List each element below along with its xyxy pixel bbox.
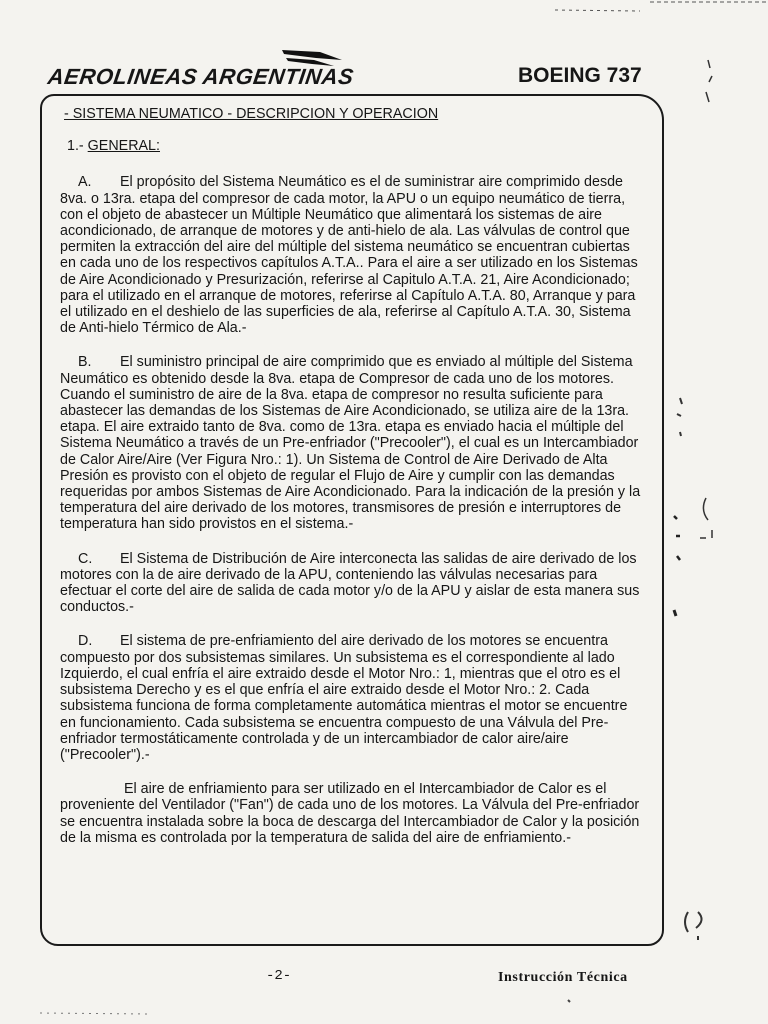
paragraph-text: El Sistema de Distribución de Aire interconecta las salidas de aire derivado de los motores con la de aire derivado de la APU, conteniendo las válvulas necesarias para efectuar el corte del aire de salida de cada motor y/o de la APU y aislar de esta manera sus conductos.- — [60, 550, 640, 616]
paragraph-letter: B. — [78, 354, 92, 371]
page-header — [0, 0, 768, 95]
paragraph-text: El aire de enfriamiento para ser utilizado en el Intercambiador de Calor es el proveniente del Ventilador ("Fan") de cada uno de los motores. La Válvula del Pre-enfriador se encuentra instalada sobre la boca de descarga del Intercambiador de Calor y la posición de la misma es controlada por la temperatura de salida del aire de enfriamiento.- — [60, 781, 640, 846]
paragraph-letter: D. — [78, 633, 93, 650]
section-title: - SISTEMA NEUMATICO - DESCRIPCION Y OPERACION — [64, 106, 439, 122]
airline-name: AEROLINEAS ARGENTINAS — [46, 64, 356, 89]
subsection-number: 1.- — [67, 138, 84, 155]
paragraph-text: El propósito del Sistema Neumático es el de suministrar aire comprimido desde 8va. o 13ra. etapa del compresor de cada motor, la APU o un equipo neumático de tierra, con el objeto de abastecer un Múltiple Neumático que alimentará los sistemas de aire acondicionado, de arranque de motores y de anti-hielo de ala. Las válvulas de control que permiten la extracción del aire del múltiple del sistema neumático se encuentran cubiertas en cada uno de los respectivos capítulos A.T.A.. Para el aire a ser utilizado en los Sistemas de Aire Acondicionado y Presurización, referirse al Capitulo A.T.A. 21, Aire Acondicionado; para el utilizado en el arranque de motores, referirse al Capítulo A.T.A. 80, Arranque y para el utilizado en el deshielo de las superficies de ala, referirse al Capítulo A.T.A. 30, Sistema de Anti-hielo Térmico de Ala.- — [60, 174, 638, 337]
paragraph-c — [60, 551, 642, 616]
document-body — [60, 106, 642, 846]
paragraph-a — [60, 174, 642, 336]
aircraft-model: BOEING 737 — [518, 64, 642, 87]
subsection-title: GENERAL: — [87, 138, 160, 155]
subsection-heading — [67, 138, 642, 154]
page-number: -2- — [266, 968, 292, 984]
paragraph-e — [60, 781, 642, 846]
paragraph-letter: A. — [78, 174, 92, 191]
paragraph-text: El sistema de pre-enfriamiento del aire derivado de los motores se encuentra compuesto por dos subsistemas similares. Un subsistema es el correspondiente al lado Izquierdo, el cual enfría el aire extraido desde el Motor Nro.: 1, mientras que el otro es el subsistema Derecho y es el que enfría el aire extraido desde el Motor Nro.: 2. Cada subsistema funciona de forma completamente automática mientras el motor se encuentre en funcionamiento. Cada subsistema se encuentra compuesto de una Válvula del Pre-enfriador termostáticamente controlada y de un intercambiador de calor aire/aire ("Precooler").- — [60, 633, 628, 763]
paragraph-d — [60, 633, 642, 763]
footer-label: Instrucción Técnica — [498, 970, 628, 985]
paragraph-letter: C. — [78, 550, 93, 567]
paragraph-b — [60, 354, 642, 532]
paragraph-text: El suministro principal de aire comprimido que es enviado al múltiple del Sistema Neumático es obtenido desde la 8va. etapa de Compresor de cada uno de los motores. Cuando el suministro de aire de la 8va. etapa de compresor no resulta suficiente para abastecer las demandas de los Sistemas de Aire Acondicionado, se utiliza aire de la 13ra. etapa. El aire extraido tanto de 8va. como de 13ra. etapa es enviado hacia el múltiple del Sistema Neumático a través de un Pre-enfriador ("Precooler"), el cual es un Intercambiador de Calor Aire/Aire (Ver Figura Nro.: 1). Un Sistema de Control de Aire Derivado de Alta Presión es provisto con el objeto de regular el Flujo de Aire y cumplir con las demandas requeridas por ambos Sistemas de Aire Acondicionado. Para la indicación de la presión y la temperatura del aire derivado de los motores, transmisores de presión e interruptores de temperatura han sido provistos en el sistema.- — [60, 354, 641, 533]
